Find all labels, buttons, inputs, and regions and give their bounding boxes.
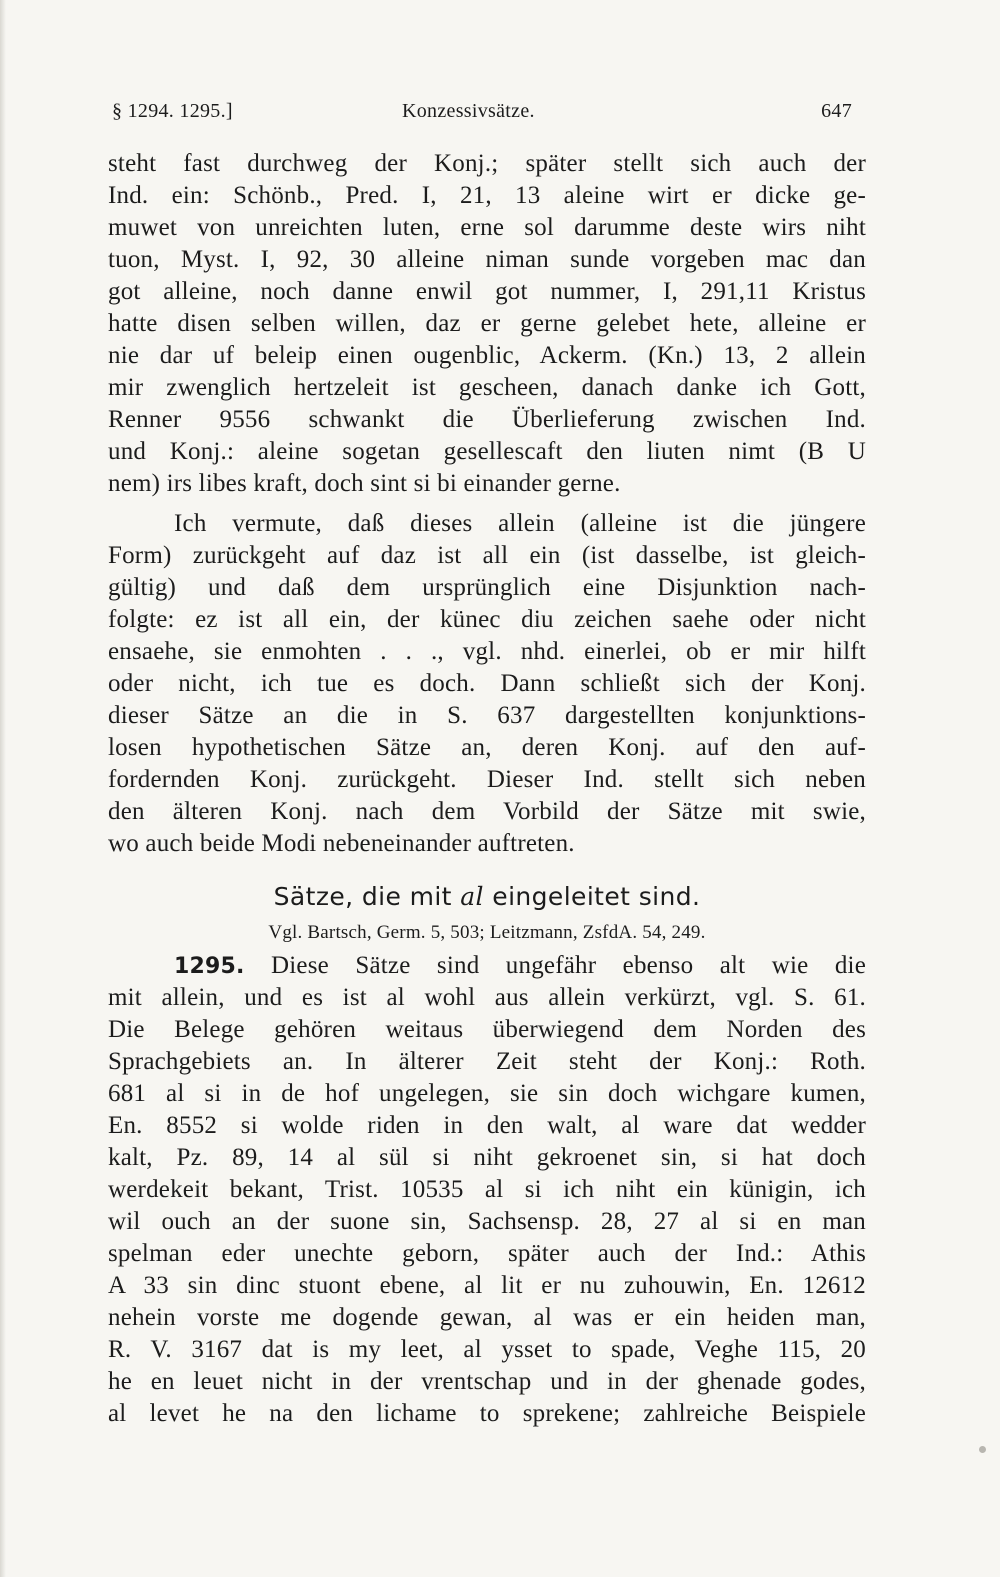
text-line: oder nicht, ich tue es doch. Dann schließt sich der Konj.	[108, 670, 866, 697]
text-line: Ich vermute, daß dieses allein (alleine ist die jüngere	[174, 510, 866, 537]
paragraph-first-line: 1295. Diese Sätze sind ungefähr ebenso alt wie die	[174, 952, 866, 979]
text-line: folgte: ez ist all ein, der künec diu zeichen saehe oder nicht	[108, 606, 866, 633]
text-line: En. 8552 si wolde riden in den walt, al ware dat wedder	[108, 1112, 866, 1139]
text-line: wil ouch an der suone sin, Sachsensp. 28, 27 al si en man	[108, 1208, 866, 1235]
text-line: Die Belege gehören weitaus überwiegend dem Norden des	[108, 1016, 866, 1043]
text-line: den älteren Konj. nach dem Vorbild der Sätze mit swie,	[108, 798, 866, 825]
text-line: A 33 sin dinc stuont ebene, al lit er nu zuhouwin, En. 12612	[108, 1272, 866, 1299]
text-line: dieser Sätze an die in S. 637 dargestellten konjunktions-	[108, 702, 866, 729]
text-line: nem) irs libes kraft, doch sint si bi einander gerne.	[108, 470, 621, 497]
paragraph-2	[108, 508, 866, 860]
text-line: kalt, Pz. 89, 14 al sül si niht gekroenet sin, si hat doch	[108, 1144, 866, 1171]
running-head	[112, 100, 852, 130]
text-line: al levet he na den lichame to sprekene; zahlreiche Beispiele	[108, 1400, 866, 1427]
body-text	[108, 148, 866, 1430]
text-line: tuon, Myst. I, 92, 30 alleine niman sunde vorgeben mac dan	[108, 246, 866, 273]
text-line: he en leuet nicht in der vrentschap und in der ghenade godes,	[108, 1368, 866, 1395]
text-line: steht fast durchweg der Konj.; später stellt sich auch der	[108, 150, 866, 177]
text-line: und Konj.: aleine sogetan gesellescaft den liuten nimt (B U	[108, 438, 866, 465]
text-line: Form) zurückgeht auf daz ist all ein (ist dasselbe, ist gleich-	[108, 542, 866, 569]
text-line: werdekeit bekant, Trist. 10535 al si ich niht ein künigin, ich	[108, 1176, 866, 1203]
text-line: losen hypothetischen Sätze an, deren Konj. auf den auf-	[108, 734, 866, 761]
text-line: Ind. ein: Schönb., Pred. I, 21, 13 aleine wirt er dicke ge-	[108, 182, 866, 209]
paragraph-1	[108, 148, 866, 500]
text-line: got alleine, noch danne enwil got nummer, I, 291,11 Kristus	[108, 278, 866, 305]
text-line: R. V. 3167 dat is my leet, al ysset to spade, Veghe 115, 20	[108, 1336, 866, 1363]
text-line: wo auch beide Modi nebeneinander auftreten.	[108, 830, 575, 857]
text-line: Sprachgebiets an. In älterer Zeit steht der Konj.: Roth.	[108, 1048, 866, 1075]
text-line: Renner 9556 schwankt die Überlieferung zwischen Ind.	[108, 406, 866, 433]
text-line: muwet von unreichten luten, erne sol darumme deste wirs niht	[108, 214, 866, 241]
paragraph-number: 1295.	[174, 954, 245, 979]
bibliographic-reference: Vgl. Bartsch, Germ. 5, 503; Leitzmann, ZsfdA. 54, 249.	[268, 922, 706, 943]
page-edge-shadow	[0, 0, 6, 1577]
text-line: gültig) und daß dem ursprünglich eine Disjunktion nach-	[108, 574, 866, 601]
text-line: mir zwenglich hertzeleit ist gescheen, danach danke ich Gott,	[108, 374, 866, 401]
text-line: hatte disen selben willen, daz er gerne gelebet hete, alleine er	[108, 310, 866, 337]
section-reference: § 1294. 1295.]	[112, 100, 233, 122]
margin-dot	[979, 1446, 986, 1453]
text-line: 681 al si in de hof ungelegen, sie sin doch wichgare kumen,	[108, 1080, 866, 1107]
text-line: nehein vorste me dogende gewan, al was er ein heiden man,	[108, 1304, 866, 1331]
section-heading: Sätze, die mit al eingeleitet sind.	[273, 882, 701, 911]
text-line: spelman eder unechte geborn, später auch der Ind.: Athis	[108, 1240, 866, 1267]
page-number: 647	[821, 100, 852, 122]
chapter-title: Konzessivsätze.	[402, 100, 535, 122]
text-line: fordernden Konj. zurückgeht. Dieser Ind. stellt sich neben	[108, 766, 866, 793]
paragraph-3	[108, 950, 866, 1430]
text-line: nie dar uf beleip einen ougenblic, Ackerm. (Kn.) 13, 2 allein	[108, 342, 866, 369]
text-line: mit allein, und es ist al wohl aus allein verkürzt, vgl. S. 61.	[108, 984, 866, 1011]
text-line: ensaehe, sie enmohten . . ., vgl. nhd. einerlei, ob er mir hilft	[108, 638, 866, 665]
